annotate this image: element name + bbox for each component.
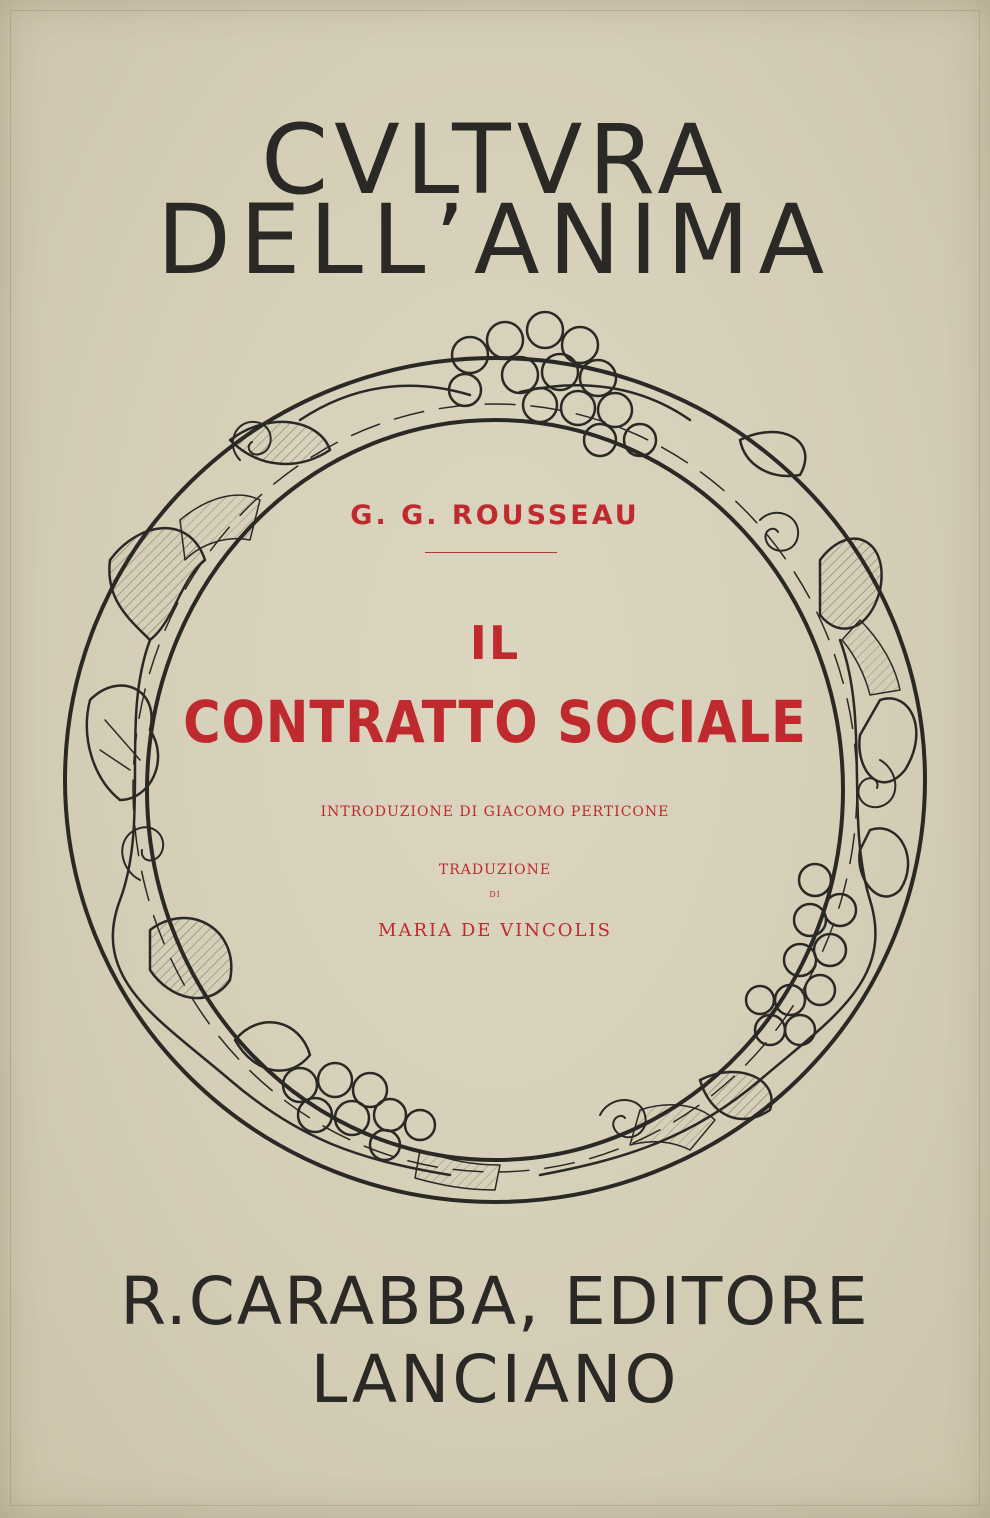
publisher-city: LANCIANO (310, 1341, 680, 1418)
translation-di: DI (489, 890, 501, 899)
series-title-line1: CVLTVRA (261, 104, 729, 216)
introduction-credit: INTRODUZIONE DI GIACOMO PERTICONE (320, 804, 670, 820)
author-name: G. G. ROUSSEAU (350, 500, 640, 531)
title-article: IL (469, 616, 521, 670)
series-title-line2: DELL’ANIMA (156, 184, 834, 296)
translator-name: MARIA DE VINCOLIS (378, 920, 612, 941)
author-divider (425, 552, 557, 553)
book-title: CONTRATTO SOCIALE (183, 688, 807, 756)
publisher-name: R.CARABBA, EDITORE (120, 1263, 870, 1340)
translation-label: TRADUZIONE (438, 862, 552, 878)
